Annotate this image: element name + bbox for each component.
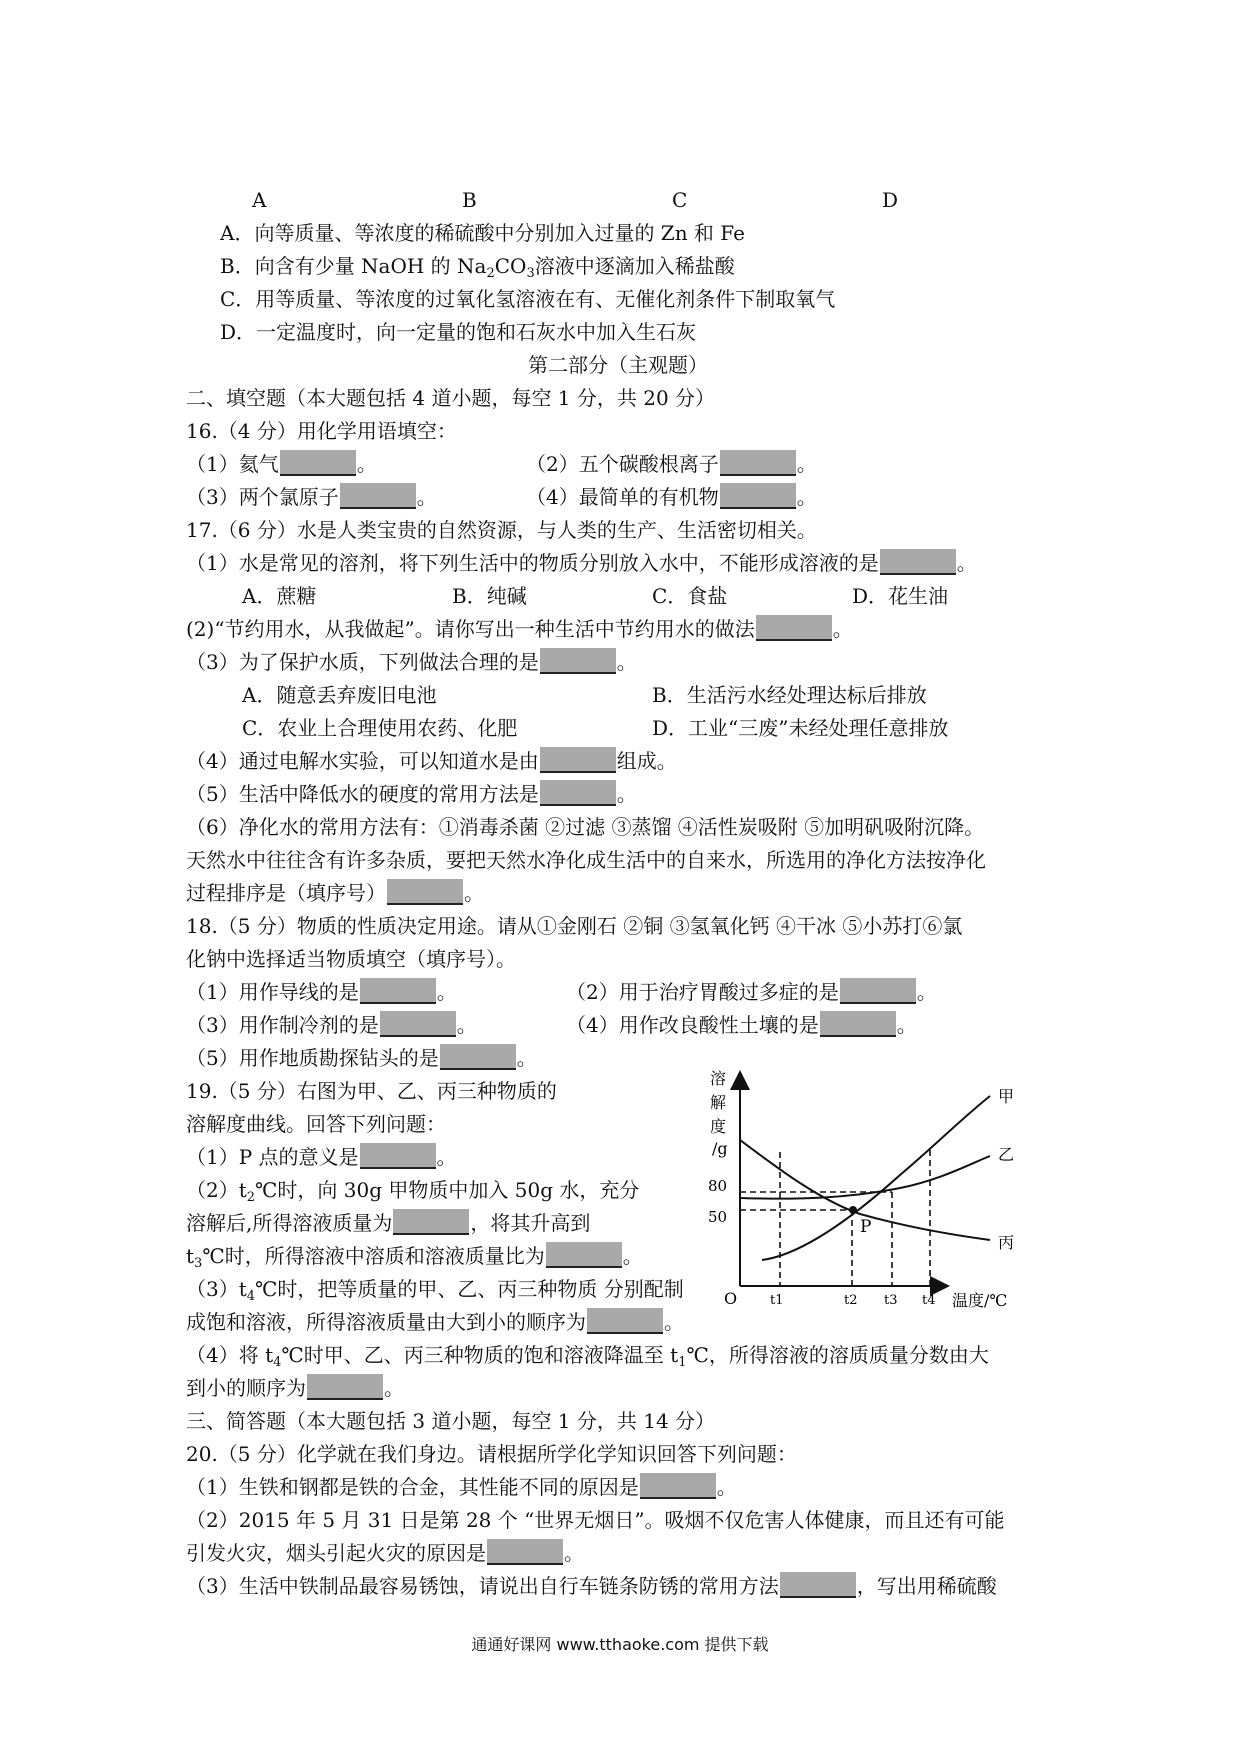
q19-p2a [186, 1176, 639, 1212]
answer-blank[interactable] [587, 1308, 663, 1334]
q19-p2c [186, 1242, 643, 1278]
q19-stem-1: 19.（5 分）右图为甲、乙、丙三种物质的 [186, 1079, 557, 1103]
period: 。 [384, 1376, 404, 1400]
period: 。 [622, 1244, 643, 1268]
series-label-yi: 乙 [998, 1145, 1015, 1164]
q17-p3-opt-c: C．农业上合理使用农药、化肥 [242, 716, 518, 740]
q16-p1-text: （1）氦气 [186, 452, 279, 476]
choice-b-rest: 溶液中逐滴加入稀盐酸 [534, 254, 735, 278]
x-tick-t3: t3 [884, 1293, 898, 1308]
period: 。 [916, 980, 937, 1004]
q17-p6c [186, 879, 484, 907]
choice-a: A．向等质量、等浓度的稀硫酸中分别加入过量的 Zn 和 Fe [220, 221, 745, 245]
choice-d: D．一定温度时，向一定量的饱和石灰水中加入生石灰 [220, 320, 697, 344]
period: 。 [896, 1013, 917, 1037]
choice-letter-a: A [252, 188, 267, 212]
q16-stem: 16.（4 分）用化学用语填空： [186, 419, 457, 443]
answer-blank[interactable] [360, 1143, 436, 1169]
q19-stem-2: 溶解度曲线。回答下列问题： [186, 1112, 446, 1136]
q19-p3a [186, 1275, 684, 1311]
period: 。 [832, 617, 853, 641]
q18-p3-text: （3）用作制冷剂的是 [186, 1013, 379, 1037]
y-tick-50: 50 [708, 1208, 728, 1226]
origin-label: O [724, 1289, 738, 1308]
period: 。 [436, 1145, 457, 1169]
x-tick-t1: t1 [770, 1293, 784, 1308]
q18-p1-text: （1）用作导线的是 [186, 980, 359, 1004]
choice-c: C．用等质量、等浓度的过氧化氢溶液在有、无催化剂条件下制取氧气 [220, 287, 836, 311]
q17-p3 [186, 648, 637, 676]
y-label-char-4: /g [712, 1139, 728, 1158]
x-tick-t2: t2 [844, 1293, 858, 1308]
q17-p3-opt-a: A．随意丢弃废旧电池 [242, 683, 437, 707]
q17-p1 [186, 549, 977, 577]
q19-p4b [186, 1374, 404, 1402]
choice-letter-b: B [462, 188, 477, 212]
answer-blank[interactable] [307, 1374, 383, 1400]
answer-blank[interactable] [840, 978, 916, 1004]
q18-p5 [186, 1044, 537, 1072]
answer-blank[interactable] [720, 483, 796, 509]
q17-p3-opt-d: D．工业“三废”未经处理任意排放 [652, 716, 949, 740]
choice-b [220, 252, 735, 288]
q19-p2b-text: 溶解后,所得溶液质量为 [186, 1211, 393, 1235]
answer-blank[interactable] [487, 1539, 563, 1565]
y-label-char-2: 解 [710, 1093, 727, 1112]
q20-p3-tail: ，写出用稀硫酸 [856, 1574, 997, 1598]
q18-stem-2: 化钠中选择适当物质填空（填序号）。 [186, 947, 516, 971]
q18-stem-1: 18.（5 分）物质的性质决定用途。请从①金刚石 ②铜 ③氢氧化钙 ④干冰 ⑤小苏打⑥氯 [186, 914, 963, 938]
q18-p2 [566, 978, 937, 1006]
q20-p1-text: （1）生铁和钢都是铁的合金，其性能不同的原因是 [186, 1475, 639, 1499]
section3-title: 三、简答题（本大题包括 3 道小题，每空 1 分，共 14 分） [186, 1409, 716, 1433]
q18-p1 [186, 978, 457, 1006]
choice-b-text: B．向含有少量 NaOH 的 Na [220, 254, 487, 278]
choice-letter-d: D [882, 188, 899, 212]
q19-p2c-text: t [186, 1244, 195, 1268]
q19-p3a-sub: 4 [246, 1289, 256, 1304]
series-label-bing: 丙 [998, 1233, 1015, 1252]
q17-p1-opt-b: B．纯碱 [452, 584, 527, 608]
q19-p3a-rest: ℃时，把等质量的甲、乙、丙三种物质 分别配制 [255, 1277, 684, 1301]
q19-p4a-sub2: 1 [678, 1355, 687, 1370]
q19-p4a-text: （4）将 t [186, 1343, 274, 1367]
answer-blank[interactable] [820, 1011, 896, 1037]
q16-p2 [526, 450, 817, 478]
q18-p4-text: （4）用作改良酸性土壤的是 [566, 1013, 819, 1037]
q20-p3 [186, 1572, 997, 1600]
answer-blank[interactable] [393, 1209, 469, 1235]
answer-blank[interactable] [546, 1242, 622, 1268]
section2-title: 二、填空题（本大题包括 4 道小题，每空 1 分，共 20 分） [186, 386, 716, 410]
q17-p4-tail: 组成。 [616, 749, 677, 773]
period: 。 [516, 1046, 537, 1070]
q17-p4-text: （4）通过电解水实验，可以知道水是由 [186, 749, 539, 773]
answer-blank[interactable] [540, 648, 616, 674]
q19-p2b-rest: ，将其升高到 [470, 1211, 591, 1235]
q17-p1-opt-a: A．蔗糖 [242, 584, 317, 608]
q20-stem: 20.（5 分）化学就在我们身边。请根据所学化学知识回答下列问题： [186, 1442, 797, 1466]
period: 。 [616, 782, 637, 806]
q17-p6a: （6）净化水的常用方法有：①消毒杀菌 ②过滤 ③蒸馏 ④活性炭吸附 ⑤加明矾吸附沉降。 [186, 815, 985, 839]
answer-blank[interactable] [540, 747, 616, 773]
part2-title: 第二部分（主观题） [528, 353, 708, 377]
q19-p4a [186, 1341, 989, 1377]
q17-p3-opt-b: B．生活污水经处理达标后排放 [652, 683, 927, 707]
q18-p2-text: （2）用于治疗胃酸过多症的是 [566, 980, 839, 1004]
q19-p4a-rest: ℃，所得溶液的溶质质量分数由大 [686, 1343, 989, 1367]
q19-p4b-text: 到小的顺序为 [186, 1376, 306, 1400]
q17-p6c-text: 过程排序是（填序号） [186, 881, 386, 905]
q17-p3-text: （3）为了保护水质，下列做法合理的是 [186, 650, 539, 674]
answer-blank[interactable] [756, 615, 832, 641]
q20-p2b [186, 1539, 584, 1567]
answer-blank[interactable] [380, 1011, 456, 1037]
period: 。 [616, 650, 637, 674]
answer-blank[interactable] [340, 483, 416, 509]
answer-blank[interactable] [280, 450, 356, 476]
answer-blank[interactable] [387, 879, 463, 905]
point-p [849, 1206, 857, 1214]
y-label-char-1: 溶 [710, 1069, 727, 1088]
period: 。 [436, 980, 457, 1004]
q17-stem: 17.（6 分）水是人类宝贵的自然资源，与人类的生产、生活密切相关。 [186, 518, 817, 542]
q20-p1 [186, 1473, 737, 1501]
period: 。 [564, 1541, 584, 1565]
y-tick-80: 80 [708, 1177, 728, 1195]
q16-p4 [526, 483, 817, 511]
q18-p4 [566, 1011, 917, 1039]
period: 。 [416, 485, 437, 509]
q19-p2c-rest: ℃时，所得溶液中溶质和溶液质量比为 [202, 1244, 545, 1268]
answer-blank[interactable] [440, 1044, 516, 1070]
q17-p1-opt-d: D．花生油 [852, 584, 949, 608]
x-label: 温度/℃ [952, 1291, 1008, 1310]
q17-p2 [186, 615, 853, 643]
x-tick-t4: t4 [922, 1293, 936, 1308]
q20-p2a: （2）2015 年 5 月 31 日是第 28 个 “世界无烟日”。吸烟不仅危害人体健康，而且还有可能 [186, 1508, 1005, 1532]
choice-b-co: CO [494, 254, 527, 278]
q19-p3b-text: 成饱和溶液，所得溶液质量由大到小的顺序为 [186, 1310, 586, 1334]
q17-p6b: 天然水中往往含有许多杂质，要把天然水净化成生活中的自来水，所选用的净化方法按净化 [186, 848, 986, 872]
answer-blank[interactable] [540, 780, 616, 806]
period: 。 [956, 551, 977, 575]
q19-p2a-sub: 2 [246, 1190, 256, 1205]
series-label-jia: 甲 [998, 1087, 1015, 1106]
period: 。 [664, 1310, 684, 1334]
q19-p4a-sub: 4 [273, 1355, 282, 1370]
period: 。 [356, 452, 377, 476]
choice-b-sub2: 3 [526, 266, 535, 281]
period: 。 [796, 452, 817, 476]
q20-p3-text: （3）生活中铁制品最容易锈蚀，请说出自行车链条防锈的常用方法 [186, 1574, 779, 1598]
q16-p2-text: （2）五个碳酸根离子 [526, 452, 719, 476]
q18-p5-text: （5）用作地质勘探钻头的是 [186, 1046, 439, 1070]
q19-p1-text: （1）P 点的意义是 [186, 1145, 359, 1169]
q16-p4-text: （4）最简单的有机物 [526, 485, 719, 509]
q17-p1-text: （1）水是常见的溶剂，将下列生活中的物质分别放入水中，不能形成溶液的是 [186, 551, 879, 575]
q19-p2c-sub: 3 [194, 1256, 203, 1271]
answer-blank[interactable] [880, 549, 956, 575]
period: 。 [796, 485, 817, 509]
q17-p5-text: （5）生活中降低水的硬度的常用方法是 [186, 782, 539, 806]
q16-p1 [186, 450, 377, 478]
q17-p4 [186, 747, 677, 775]
q16-p3-text: （3）两个氯原子 [186, 485, 339, 509]
page-footer: 通通好课网 www.tthaoke.com 提供下载 [471, 1635, 769, 1654]
y-label-char-3: 度 [710, 1117, 727, 1136]
q19-p2b [186, 1209, 590, 1237]
choice-b-sub: 2 [486, 266, 495, 281]
q19-p2a-rest: ℃时，向 30g 甲物质中加入 50g 水，充分 [255, 1178, 640, 1202]
q20-p2b-text: 引发火灾，烟头引起火灾的原因是 [186, 1541, 486, 1565]
solubility-chart [700, 1060, 1040, 1310]
q18-p3 [186, 1011, 477, 1039]
q19-p3a-text: （3）t [186, 1277, 247, 1301]
answer-blank[interactable] [780, 1572, 856, 1598]
q17-p1-opt-c: C．食盐 [652, 584, 728, 608]
point-p-label: P [860, 1217, 872, 1237]
period: 。 [464, 881, 484, 905]
answer-blank[interactable] [720, 450, 796, 476]
choice-letter-c: C [672, 188, 688, 212]
q16-p3 [186, 483, 437, 511]
q17-p2-text: (2)“节约用水，从我做起”。请你写出一种生活中节约用水的做法 [186, 617, 755, 641]
answer-blank[interactable] [360, 978, 436, 1004]
q17-p5 [186, 780, 637, 808]
q19-p4a-mid: ℃时甲、乙、丙三种物质的饱和溶液降温至 t [281, 1343, 679, 1367]
q19-p3b [186, 1308, 684, 1336]
period: 。 [456, 1013, 477, 1037]
q19-p2a-text: （2）t [186, 1178, 247, 1202]
period: 。 [716, 1475, 737, 1499]
answer-blank[interactable] [640, 1473, 716, 1499]
q19-p1 [186, 1143, 457, 1171]
